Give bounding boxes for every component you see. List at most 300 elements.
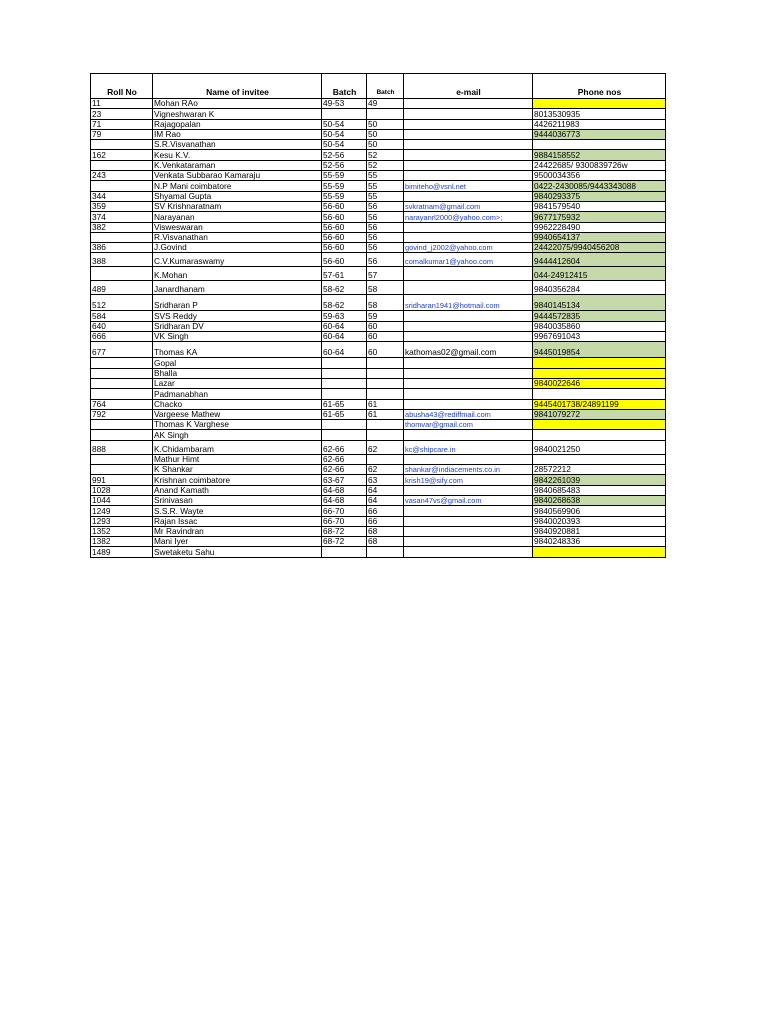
email-cell: [404, 485, 533, 495]
table-row: [91, 378, 666, 388]
phone-cell: [533, 358, 666, 368]
batch-cell: 56-60: [322, 222, 367, 232]
phone-cell: 9840248336: [533, 537, 666, 547]
batch-cell: 55-59: [322, 181, 367, 191]
roll-no-cell: [91, 368, 153, 378]
email-cell: [404, 99, 533, 109]
table-row: [91, 281, 666, 295]
email-cell[interactable]: narayanrl2000@yahoo.com>;: [404, 212, 533, 222]
email-cell: [404, 378, 533, 388]
table-row: [91, 547, 666, 557]
phone-cell: 9840145134: [533, 295, 666, 311]
batch-cell: [322, 547, 367, 557]
batch-cell: 55-59: [322, 191, 367, 201]
name-cell: AK Singh: [153, 430, 322, 440]
phone-cell: 9840920881: [533, 526, 666, 536]
batch-year-cell: 62: [367, 465, 404, 475]
roll-no-cell: [91, 378, 153, 388]
name-cell: S.R.Visvanathan: [153, 140, 322, 150]
roll-no-cell: 1249: [91, 506, 153, 516]
email-cell[interactable]: thomvar@gmail.com: [404, 420, 533, 430]
email-cell[interactable]: vasan47vs@gmail.com: [404, 495, 533, 505]
batch-cell: 60-64: [322, 332, 367, 342]
phone-cell: [533, 389, 666, 399]
batch-cell: 56-60: [322, 201, 367, 211]
phone-cell: 9840035860: [533, 321, 666, 331]
name-cell: K Shankar: [153, 465, 322, 475]
name-cell: K.Mohan: [153, 267, 322, 281]
roll-no-cell: 359: [91, 201, 153, 211]
table-row: [91, 399, 666, 409]
email-cell[interactable]: bimiteho@vsnl.net: [404, 181, 533, 191]
email-cell: [404, 281, 533, 295]
batch-year-cell: 55: [367, 191, 404, 201]
phone-cell: [533, 547, 666, 557]
batch-year-cell: 68: [367, 537, 404, 547]
roll-no-cell: [91, 430, 153, 440]
batch-year-cell: [367, 420, 404, 430]
name-cell: Shyamal Gupta: [153, 191, 322, 201]
phone-cell: 9884158552: [533, 150, 666, 160]
email-cell: [404, 454, 533, 464]
name-cell: Kesu K.V.: [153, 150, 322, 160]
name-cell: Chacko: [153, 399, 322, 409]
table-row: [91, 485, 666, 495]
table-header: [91, 74, 666, 99]
roll-no-cell: 677: [91, 342, 153, 358]
table-row: [91, 253, 666, 267]
phone-cell: 9500034356: [533, 171, 666, 181]
name-cell: Thomas KA: [153, 342, 322, 358]
name-cell: IM Rao: [153, 129, 322, 139]
batch-year-cell: [367, 389, 404, 399]
batch-year-cell: 50: [367, 129, 404, 139]
roll-no-cell: [91, 420, 153, 430]
phone-cell: 9445401738/24891199: [533, 399, 666, 409]
roll-no-cell: [91, 232, 153, 242]
email-cell[interactable]: comalkumar1@yahoo.com: [404, 253, 533, 267]
phone-cell: [533, 99, 666, 109]
batch-cell: 49-53: [322, 99, 367, 109]
table-row: [91, 109, 666, 119]
table-row: [91, 150, 666, 160]
name-cell: Vargeese Mathew: [153, 409, 322, 419]
name-cell: SV Krishnaratnam: [153, 201, 322, 211]
table-row: [91, 389, 666, 399]
roll-no-cell: 382: [91, 222, 153, 232]
email-cell[interactable]: abusha43@rediffmail.com: [404, 409, 533, 419]
batch-cell: 52-56: [322, 160, 367, 170]
email-cell: [404, 232, 533, 242]
roll-no-cell: [91, 267, 153, 281]
table-row: [91, 420, 666, 430]
name-cell: Padmanabhan: [153, 389, 322, 399]
phone-cell: 9840685483: [533, 485, 666, 495]
batch-year-cell: [367, 358, 404, 368]
table-row: [91, 454, 666, 464]
name-cell: K.Venkataraman: [153, 160, 322, 170]
batch-year-cell: 49: [367, 99, 404, 109]
table-row: [91, 201, 666, 211]
email-cell: [404, 332, 533, 342]
batch-cell: 59-63: [322, 311, 367, 321]
batch-year-cell: 56: [367, 222, 404, 232]
batch-cell: 62-66: [322, 454, 367, 464]
phone-cell: 9840020393: [533, 516, 666, 526]
roll-no-cell: 11: [91, 99, 153, 109]
phone-cell: 24422685/ 9300839726w: [533, 160, 666, 170]
table-row: [91, 537, 666, 547]
batch-year-cell: [367, 454, 404, 464]
phone-cell: 9444036773: [533, 129, 666, 139]
email-cell: [404, 368, 533, 378]
batch-year-cell: 55: [367, 181, 404, 191]
roll-no-cell: 344: [91, 191, 153, 201]
batch-cell: 56-60: [322, 243, 367, 253]
table-row: [91, 267, 666, 281]
roll-no-cell: 489: [91, 281, 153, 295]
header-phone: Phone nos: [533, 74, 666, 99]
batch-year-cell: [367, 430, 404, 440]
email-cell: [404, 119, 533, 129]
table-row: [91, 140, 666, 150]
table-row: [91, 475, 666, 485]
batch-year-cell: 58: [367, 281, 404, 295]
name-cell: Rajagopalan: [153, 119, 322, 129]
batch-cell: 64-68: [322, 495, 367, 505]
batch-cell: 61-65: [322, 409, 367, 419]
email-cell: [404, 129, 533, 139]
table-row: [91, 495, 666, 505]
table-row: [91, 129, 666, 139]
phone-cell: 044-24912415: [533, 267, 666, 281]
phone-cell: [533, 430, 666, 440]
name-cell: Anand Kamath: [153, 485, 322, 495]
batch-year-cell: 50: [367, 140, 404, 150]
table-row: [91, 99, 666, 109]
roll-no-cell: 888: [91, 440, 153, 454]
batch-year-cell: 56: [367, 212, 404, 222]
email-cell[interactable]: svkratnam@gmail.com: [404, 201, 533, 211]
email-cell: [404, 516, 533, 526]
roll-no-cell: [91, 181, 153, 191]
phone-cell: [533, 454, 666, 464]
roll-no-cell: 1028: [91, 485, 153, 495]
table-row: [91, 506, 666, 516]
batch-cell: 58-62: [322, 295, 367, 311]
batch-year-cell: 61: [367, 409, 404, 419]
batch-year-cell: 64: [367, 495, 404, 505]
phone-cell: [533, 420, 666, 430]
batch-cell: 62-66: [322, 440, 367, 454]
batch-year-cell: [367, 547, 404, 557]
table-row: [91, 321, 666, 331]
phone-cell: 9967691043: [533, 332, 666, 342]
name-cell: Srinivasan: [153, 495, 322, 505]
batch-cell: 50-54: [322, 140, 367, 150]
phone-cell: 9840569906: [533, 506, 666, 516]
header-batch-year: Batch: [367, 74, 404, 99]
email-cell: [404, 547, 533, 557]
name-cell: J.Govind: [153, 243, 322, 253]
table-row: [91, 342, 666, 358]
batch-year-cell: 56: [367, 243, 404, 253]
batch-year-cell: 56: [367, 232, 404, 242]
name-cell: VK Singh: [153, 332, 322, 342]
batch-year-cell: 52: [367, 150, 404, 160]
batch-cell: 68-72: [322, 526, 367, 536]
email-cell: [404, 140, 533, 150]
batch-cell: 50-54: [322, 119, 367, 129]
roll-no-cell: [91, 389, 153, 399]
email-cell: [404, 150, 533, 160]
table-row: [91, 526, 666, 536]
email-cell: [404, 311, 533, 321]
name-cell: Janardhanam: [153, 281, 322, 295]
roll-no-cell: 1489: [91, 547, 153, 557]
batch-year-cell: 62: [367, 440, 404, 454]
table-row: [91, 332, 666, 342]
name-cell: Gopal: [153, 358, 322, 368]
phone-cell: 9840022646: [533, 378, 666, 388]
table-row: [91, 222, 666, 232]
phone-cell: 9841579540: [533, 201, 666, 211]
batch-cell: 61-65: [322, 399, 367, 409]
email-cell: [404, 109, 533, 119]
phone-cell: 24422075/9940456208: [533, 243, 666, 253]
roll-no-cell: 991: [91, 475, 153, 485]
batch-cell: 66-70: [322, 516, 367, 526]
table-row: [91, 243, 666, 253]
table-row: [91, 409, 666, 419]
email-cell[interactable]: sridharan1941@hotmail.com: [404, 295, 533, 311]
phone-cell: 4426211983: [533, 119, 666, 129]
email-cell: [404, 171, 533, 181]
roll-no-cell: 764: [91, 399, 153, 409]
table-row: [91, 119, 666, 129]
roll-no-cell: [91, 465, 153, 475]
batch-cell: 63-67: [322, 475, 367, 485]
batch-cell: 58-62: [322, 281, 367, 295]
phone-cell: 9841079272: [533, 409, 666, 419]
batch-year-cell: [367, 378, 404, 388]
batch-year-cell: 57: [367, 267, 404, 281]
batch-year-cell: [367, 368, 404, 378]
phone-cell: [533, 368, 666, 378]
batch-cell: 60-64: [322, 342, 367, 358]
roll-no-cell: 243: [91, 171, 153, 181]
header-email: e-mail: [404, 74, 533, 99]
roll-no-cell: 666: [91, 332, 153, 342]
batch-cell: [322, 109, 367, 119]
phone-cell: [533, 140, 666, 150]
batch-cell: 56-60: [322, 232, 367, 242]
name-cell: SVS Reddy: [153, 311, 322, 321]
name-cell: Rajan Issac: [153, 516, 322, 526]
phone-cell: 9840268638: [533, 495, 666, 505]
table-row: [91, 232, 666, 242]
batch-year-cell: 58: [367, 295, 404, 311]
email-cell[interactable]: krish19@sify.com: [404, 475, 533, 485]
email-cell: [404, 191, 533, 201]
name-cell: C.V.Kumaraswamy: [153, 253, 322, 267]
name-cell: Swetaketu Sahu: [153, 547, 322, 557]
email-cell[interactable]: kc@shipcare.in: [404, 440, 533, 454]
phone-cell: 28572212: [533, 465, 666, 475]
roll-no-cell: 79: [91, 129, 153, 139]
name-cell: Vigneshwaran K: [153, 109, 322, 119]
batch-cell: 57-61: [322, 267, 367, 281]
roll-no-cell: 388: [91, 253, 153, 267]
email-cell: [404, 506, 533, 516]
email-cell: [404, 526, 533, 536]
invitee-table: [90, 73, 666, 558]
batch-year-cell: 56: [367, 253, 404, 267]
email-cell: [404, 399, 533, 409]
table-row: [91, 181, 666, 191]
email-cell: [404, 537, 533, 547]
batch-cell: [322, 368, 367, 378]
name-cell: Sridharan P: [153, 295, 322, 311]
table-row: [91, 516, 666, 526]
phone-cell: 9940654137: [533, 232, 666, 242]
roll-no-cell: 1044: [91, 495, 153, 505]
roll-no-cell: 23: [91, 109, 153, 119]
table-row: [91, 465, 666, 475]
roll-no-cell: 162: [91, 150, 153, 160]
phone-cell: 9842261039: [533, 475, 666, 485]
batch-year-cell: 52: [367, 160, 404, 170]
batch-year-cell: 63: [367, 475, 404, 485]
email-cell: [404, 222, 533, 232]
email-cell[interactable]: shankar@indiacements.co.in: [404, 465, 533, 475]
name-cell: Bhalla: [153, 368, 322, 378]
batch-cell: [322, 420, 367, 430]
batch-cell: 60-64: [322, 321, 367, 331]
email-cell: [404, 430, 533, 440]
roll-no-cell: 512: [91, 295, 153, 311]
roll-no-cell: 1382: [91, 537, 153, 547]
batch-cell: 62-66: [322, 465, 367, 475]
phone-cell: 0422-2430085/9443343088: [533, 181, 666, 191]
name-cell: Mohan RAo: [153, 99, 322, 109]
table-row: [91, 160, 666, 170]
batch-cell: 50-54: [322, 129, 367, 139]
name-cell: Thomas K Varghese: [153, 420, 322, 430]
batch-cell: [322, 430, 367, 440]
roll-no-cell: [91, 140, 153, 150]
name-cell: Lazar: [153, 378, 322, 388]
batch-cell: 56-60: [322, 212, 367, 222]
header-name: Name of invitee: [153, 74, 322, 99]
batch-year-cell: 59: [367, 311, 404, 321]
table-row: [91, 358, 666, 368]
name-cell: Venkata Subbarao Kamaraju: [153, 171, 322, 181]
batch-cell: [322, 378, 367, 388]
batch-cell: 64-68: [322, 485, 367, 495]
table-body: [91, 99, 666, 558]
batch-cell: 55-59: [322, 171, 367, 181]
name-cell: Narayanan: [153, 212, 322, 222]
batch-cell: [322, 358, 367, 368]
email-cell: [404, 160, 533, 170]
roll-no-cell: 71: [91, 119, 153, 129]
header-roll-no: Roll No: [91, 74, 153, 99]
batch-year-cell: 56: [367, 201, 404, 211]
name-cell: K.Chidambaram: [153, 440, 322, 454]
table-row: [91, 430, 666, 440]
roll-no-cell: 792: [91, 409, 153, 419]
table-row: [91, 368, 666, 378]
batch-year-cell: 60: [367, 321, 404, 331]
batch-cell: [322, 389, 367, 399]
batch-cell: 52-56: [322, 150, 367, 160]
batch-cell: 66-70: [322, 506, 367, 516]
email-cell: [404, 321, 533, 331]
header-row: [91, 74, 666, 99]
roll-no-cell: [91, 454, 153, 464]
name-cell: Mathur Himt: [153, 454, 322, 464]
batch-year-cell: 55: [367, 171, 404, 181]
phone-cell: 9840021250: [533, 440, 666, 454]
batch-year-cell: 64: [367, 485, 404, 495]
batch-year-cell: 50: [367, 119, 404, 129]
roll-no-cell: 1293: [91, 516, 153, 526]
roll-no-cell: 386: [91, 243, 153, 253]
table-row: [91, 171, 666, 181]
phone-cell: 9962228490: [533, 222, 666, 232]
batch-year-cell: [367, 109, 404, 119]
table-row: [91, 295, 666, 311]
batch-cell: 56-60: [322, 253, 367, 267]
email-cell[interactable]: govind_j2002@yahoo.com: [404, 243, 533, 253]
phone-cell: 9677175932: [533, 212, 666, 222]
batch-year-cell: 66: [367, 506, 404, 516]
table-row: [91, 311, 666, 321]
name-cell: R.Visvanathan: [153, 232, 322, 242]
phone-cell: 9840293375: [533, 191, 666, 201]
name-cell: Mani Iyer: [153, 537, 322, 547]
roll-no-cell: 584: [91, 311, 153, 321]
phone-cell: 9444572835: [533, 311, 666, 321]
name-cell: S.S.R. Wayte: [153, 506, 322, 516]
name-cell: Sridharan DV: [153, 321, 322, 331]
roll-no-cell: [91, 358, 153, 368]
batch-year-cell: 61: [367, 399, 404, 409]
email-cell[interactable]: kathomas02@gmail.com: [404, 342, 533, 358]
roll-no-cell: [91, 160, 153, 170]
batch-year-cell: 60: [367, 332, 404, 342]
table-row: [91, 191, 666, 201]
email-cell: [404, 267, 533, 281]
table-row: [91, 212, 666, 222]
header-batch: Batch: [322, 74, 367, 99]
batch-year-cell: 66: [367, 516, 404, 526]
batch-year-cell: 68: [367, 526, 404, 536]
phone-cell: 9840356284: [533, 281, 666, 295]
name-cell: Mr Ravindran: [153, 526, 322, 536]
name-cell: Visweswaran: [153, 222, 322, 232]
batch-cell: 68-72: [322, 537, 367, 547]
phone-cell: 8013530935: [533, 109, 666, 119]
email-cell: [404, 358, 533, 368]
roll-no-cell: 1352: [91, 526, 153, 536]
email-cell: [404, 389, 533, 399]
phone-cell: 9444412604: [533, 253, 666, 267]
batch-year-cell: 60: [367, 342, 404, 358]
phone-cell: 9445019854: [533, 342, 666, 358]
name-cell: N.P Mani coimbatore: [153, 181, 322, 191]
